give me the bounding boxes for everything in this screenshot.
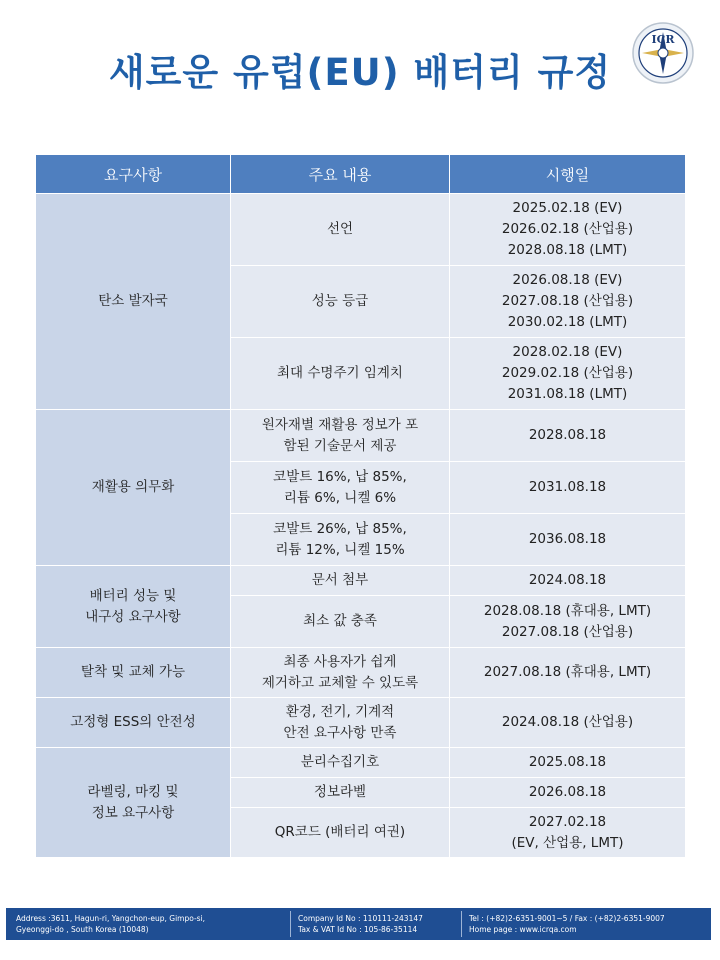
content-text: 문서 첨부 — [311, 572, 369, 588]
requirement-text: 탈착 및 교체 가능 — [80, 664, 186, 680]
content-cell — [231, 338, 450, 410]
table-row — [36, 748, 686, 778]
footer-contact-line: Tel : (+82)2-6351-9001~5 / Fax : (+82)2-6351-9007 — [469, 914, 665, 923]
date-cell — [450, 596, 686, 648]
logo-text: ICR — [651, 33, 675, 46]
content-text: 분리수집기호 — [300, 754, 380, 770]
date-text: 2028.08.18 (휴대용, LMT) — [483, 602, 652, 619]
table-row — [36, 194, 686, 266]
footer-company — [298, 913, 423, 935]
header-content: 주요 내용 — [231, 155, 450, 194]
date-text: 2028.02.18 (EV) — [512, 344, 623, 360]
footer-address-line: Address :3611, Hagun-ri, Yangchon-eup, Gimpo-si, — [16, 914, 206, 923]
requirement-text: 정보 요구사항 — [91, 804, 175, 821]
footer-contact-line: Home page : www.icrqa.com — [469, 925, 577, 934]
requirement-cell — [36, 194, 231, 410]
date-cell — [450, 778, 686, 808]
requirement-text: 내구성 요구사항 — [85, 608, 181, 625]
date-text: 2027.02.18 — [528, 813, 607, 830]
footer-address — [16, 913, 205, 935]
content-cell — [231, 514, 450, 566]
date-text: 2031.08.18 — [528, 479, 607, 495]
content-text: 원자재별 재활용 정보가 포 — [261, 416, 419, 433]
date-text: 2031.08.18 (LMT) — [507, 386, 628, 402]
table-row — [36, 566, 686, 596]
icr-compass-logo — [632, 22, 694, 84]
requirement-text: 배터리 성능 및 — [89, 587, 177, 604]
date-cell — [450, 410, 686, 462]
date-text: 2026.08.18 (EV) — [512, 272, 623, 288]
requirement-text: 라벨링, 마킹 및 — [87, 783, 179, 800]
table-row — [36, 410, 686, 462]
content-cell — [231, 778, 450, 808]
date-text: 2024.08.18 — [528, 572, 607, 588]
date-text: 2026.08.18 — [528, 784, 607, 800]
content-cell — [231, 266, 450, 338]
date-text: 2025.02.18 (EV) — [512, 200, 623, 216]
content-text: 리튬 12%, 니켈 15% — [275, 541, 405, 558]
date-text: 2036.08.18 — [528, 531, 607, 547]
requirement-cell — [36, 698, 231, 748]
date-text: 2024.08.18 (산업용) — [501, 714, 634, 730]
footer-divider — [290, 911, 291, 937]
table-body — [36, 194, 686, 858]
content-text: 성능 등급 — [311, 293, 369, 309]
date-cell — [450, 462, 686, 514]
footer-contact — [469, 913, 665, 935]
date-text: 2026.02.18 (산업용) — [501, 221, 634, 237]
content-text: 코발트 16%, 납 85%, — [273, 468, 407, 485]
date-cell — [450, 566, 686, 596]
content-text: 최대 수명주기 임계치 — [277, 365, 403, 381]
content-text: 안전 요구사항 만족 — [283, 724, 397, 741]
date-text: 2028.08.18 — [528, 427, 607, 443]
header-requirement: 요구사항 — [36, 155, 231, 194]
content-cell — [231, 566, 450, 596]
requirement-cell — [36, 566, 231, 648]
requirement-text: 탄소 발자국 — [98, 293, 168, 309]
content-cell — [231, 596, 450, 648]
date-cell — [450, 338, 686, 410]
requirement-cell — [36, 748, 231, 858]
date-text: 2027.08.18 (휴대용, LMT) — [483, 664, 652, 680]
content-text: 환경, 전기, 기계적 — [285, 703, 395, 720]
content-cell — [231, 648, 450, 698]
content-text: 함된 기술문서 제공 — [283, 437, 397, 454]
content-cell — [231, 698, 450, 748]
content-text: 코발트 26%, 납 85%, — [273, 520, 407, 537]
content-cell — [231, 808, 450, 858]
content-cell — [231, 194, 450, 266]
footer — [6, 908, 711, 940]
requirement-cell — [36, 410, 231, 566]
date-cell — [450, 698, 686, 748]
date-text: 2030.02.18 (LMT) — [507, 314, 628, 330]
date-cell — [450, 748, 686, 778]
content-cell — [231, 410, 450, 462]
header-date: 시행일 — [450, 155, 686, 194]
date-cell — [450, 194, 686, 266]
date-text: 2027.08.18 (산업용) — [501, 623, 634, 640]
content-text: 제거하고 교체할 수 있도록 — [261, 674, 419, 691]
date-text: 2025.08.18 — [528, 754, 607, 770]
table-row — [36, 648, 686, 698]
date-text: (EV, 산업용, LMT) — [511, 834, 624, 851]
table-row — [36, 698, 686, 748]
date-cell — [450, 266, 686, 338]
content-text: 리튬 6%, 니켈 6% — [283, 489, 397, 506]
date-text: 2027.08.18 (산업용) — [501, 293, 634, 309]
regulation-table — [35, 154, 686, 858]
footer-address-line: Gyeonggi-do , South Korea (10048) — [16, 925, 149, 934]
date-text: 2029.02.18 (산업용) — [501, 365, 634, 381]
content-cell — [231, 748, 450, 778]
date-cell — [450, 808, 686, 858]
date-cell — [450, 648, 686, 698]
content-text: QR코드 (배터리 여권) — [274, 824, 406, 840]
content-text: 정보라벨 — [313, 784, 367, 800]
content-cell — [231, 462, 450, 514]
content-text: 선언 — [326, 221, 354, 237]
footer-divider — [461, 911, 462, 937]
header-row — [36, 155, 686, 194]
footer-company-line: Tax & VAT Id No : 105-86-35114 — [298, 925, 418, 934]
requirement-cell — [36, 648, 231, 698]
content-text: 최종 사용자가 쉽게 — [283, 653, 397, 670]
date-text: 2028.08.18 (LMT) — [507, 242, 628, 258]
page-title: 새로운 유럽(EU) 배터리 규정 — [108, 51, 612, 94]
footer-company-line: Company Id No : 110111-243147 — [298, 914, 423, 923]
requirement-text: 고정형 ESS의 안전성 — [70, 714, 196, 730]
content-text: 최소 값 충족 — [303, 613, 377, 629]
date-cell — [450, 514, 686, 566]
requirement-text: 재활용 의무화 — [91, 479, 175, 495]
